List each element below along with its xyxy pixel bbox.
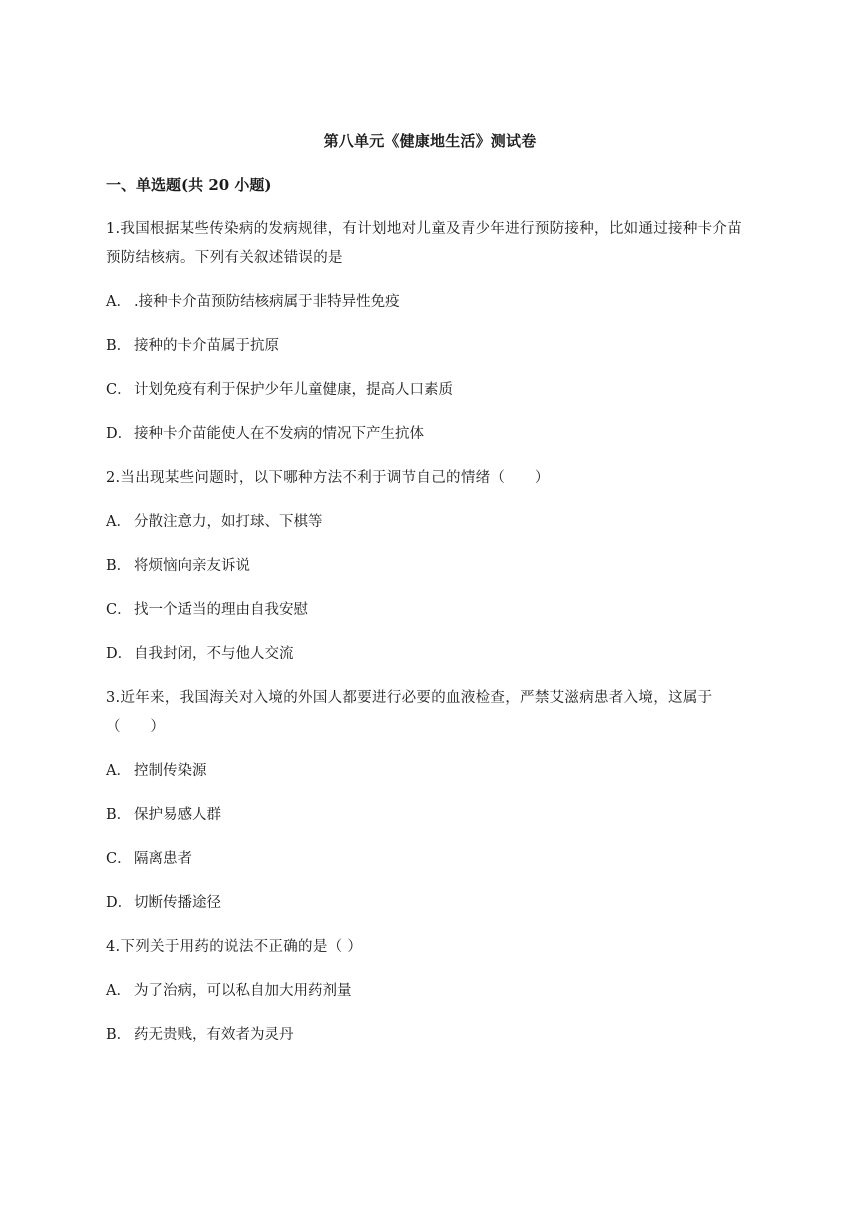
question-3-option-d [106,893,766,913]
option-text: 将烦恼向亲友诉说 [134,558,250,574]
option-letter: A． [106,294,131,310]
option-letter: A． [106,763,131,779]
option-text: 保护易感人群 [134,807,221,823]
option-letter: D． [106,895,133,911]
option-text: 自我封闭，不与他人交流 [134,646,294,662]
document-title: 第八单元《健康地生活》测试卷 [323,132,537,150]
question-4-option-a [106,981,766,1001]
option-letter: B． [106,807,132,823]
option-letter: D． [106,426,133,442]
question-2-stem-line-1: 2.当出现某些问题时，以下哪种方法不利于调节自己的情绪（ ） [106,470,550,486]
option-letter: C． [106,602,132,618]
question-3-stem-line-1: 3.近年来，我国海关对入境的外国人都要进行必要的血液检查，严禁艾滋病患者入境，这属于 [106,690,713,706]
question-1-option-d [106,424,766,444]
section-heading: 一、单选题(共 20 小题) [106,176,272,194]
option-text: 控制传染源 [134,763,207,779]
option-text: 分散注意力，如打球、下棋等 [134,514,323,530]
option-letter: B． [106,338,132,354]
option-text: 为了治病，可以私自加大用药剂量 [134,983,352,999]
question-1-stem-line-1: 1.我国根据某些传染病的发病规律，有计划地对儿童及青少年进行预防接种，比如通过接种卡介苗 [106,221,743,237]
question-1-option-b [106,336,766,356]
question-4-stem-line-1: 4.下列关于用药的说法不正确的是（ ） [106,939,363,955]
option-text: 计划免疫有利于保护少年儿童健康，提高人口素质 [134,382,453,398]
option-letter: D． [106,646,133,662]
question-1-option-c [106,380,766,400]
option-text: 找一个适当的理由自我安慰 [134,602,308,618]
question-3-option-a [106,761,766,781]
question-1-stem-line-2: 预防结核病。下列有关叙述错误的是 [106,250,343,266]
question-1-option-a [106,292,766,312]
question-2-option-d [106,644,766,664]
option-text: 接种的卡介苗属于抗原 [134,338,279,354]
question-4-option-b [106,1025,766,1045]
option-text: .接种卡介苗预防结核病属于非特异性免疫 [134,294,400,310]
option-letter: C． [106,851,132,867]
option-letter: A． [106,983,131,999]
question-2-option-a [106,512,766,532]
question-3-option-c [106,849,766,869]
option-letter: C． [106,382,132,398]
option-letter: B． [106,1027,132,1043]
option-text: 接种卡介苗能使人在不发病的情况下产生抗体 [134,426,424,442]
question-3-option-b [106,805,766,825]
option-text: 药无贵贱，有效者为灵丹 [134,1027,294,1043]
option-text: 隔离患者 [134,851,192,867]
question-3-stem-line-2: （ ） [106,719,166,735]
option-text: 切断传播途径 [134,895,221,911]
question-2-option-b [106,556,766,576]
option-letter: A． [106,514,131,530]
question-2-option-c [106,600,766,620]
option-letter: B． [106,558,132,574]
